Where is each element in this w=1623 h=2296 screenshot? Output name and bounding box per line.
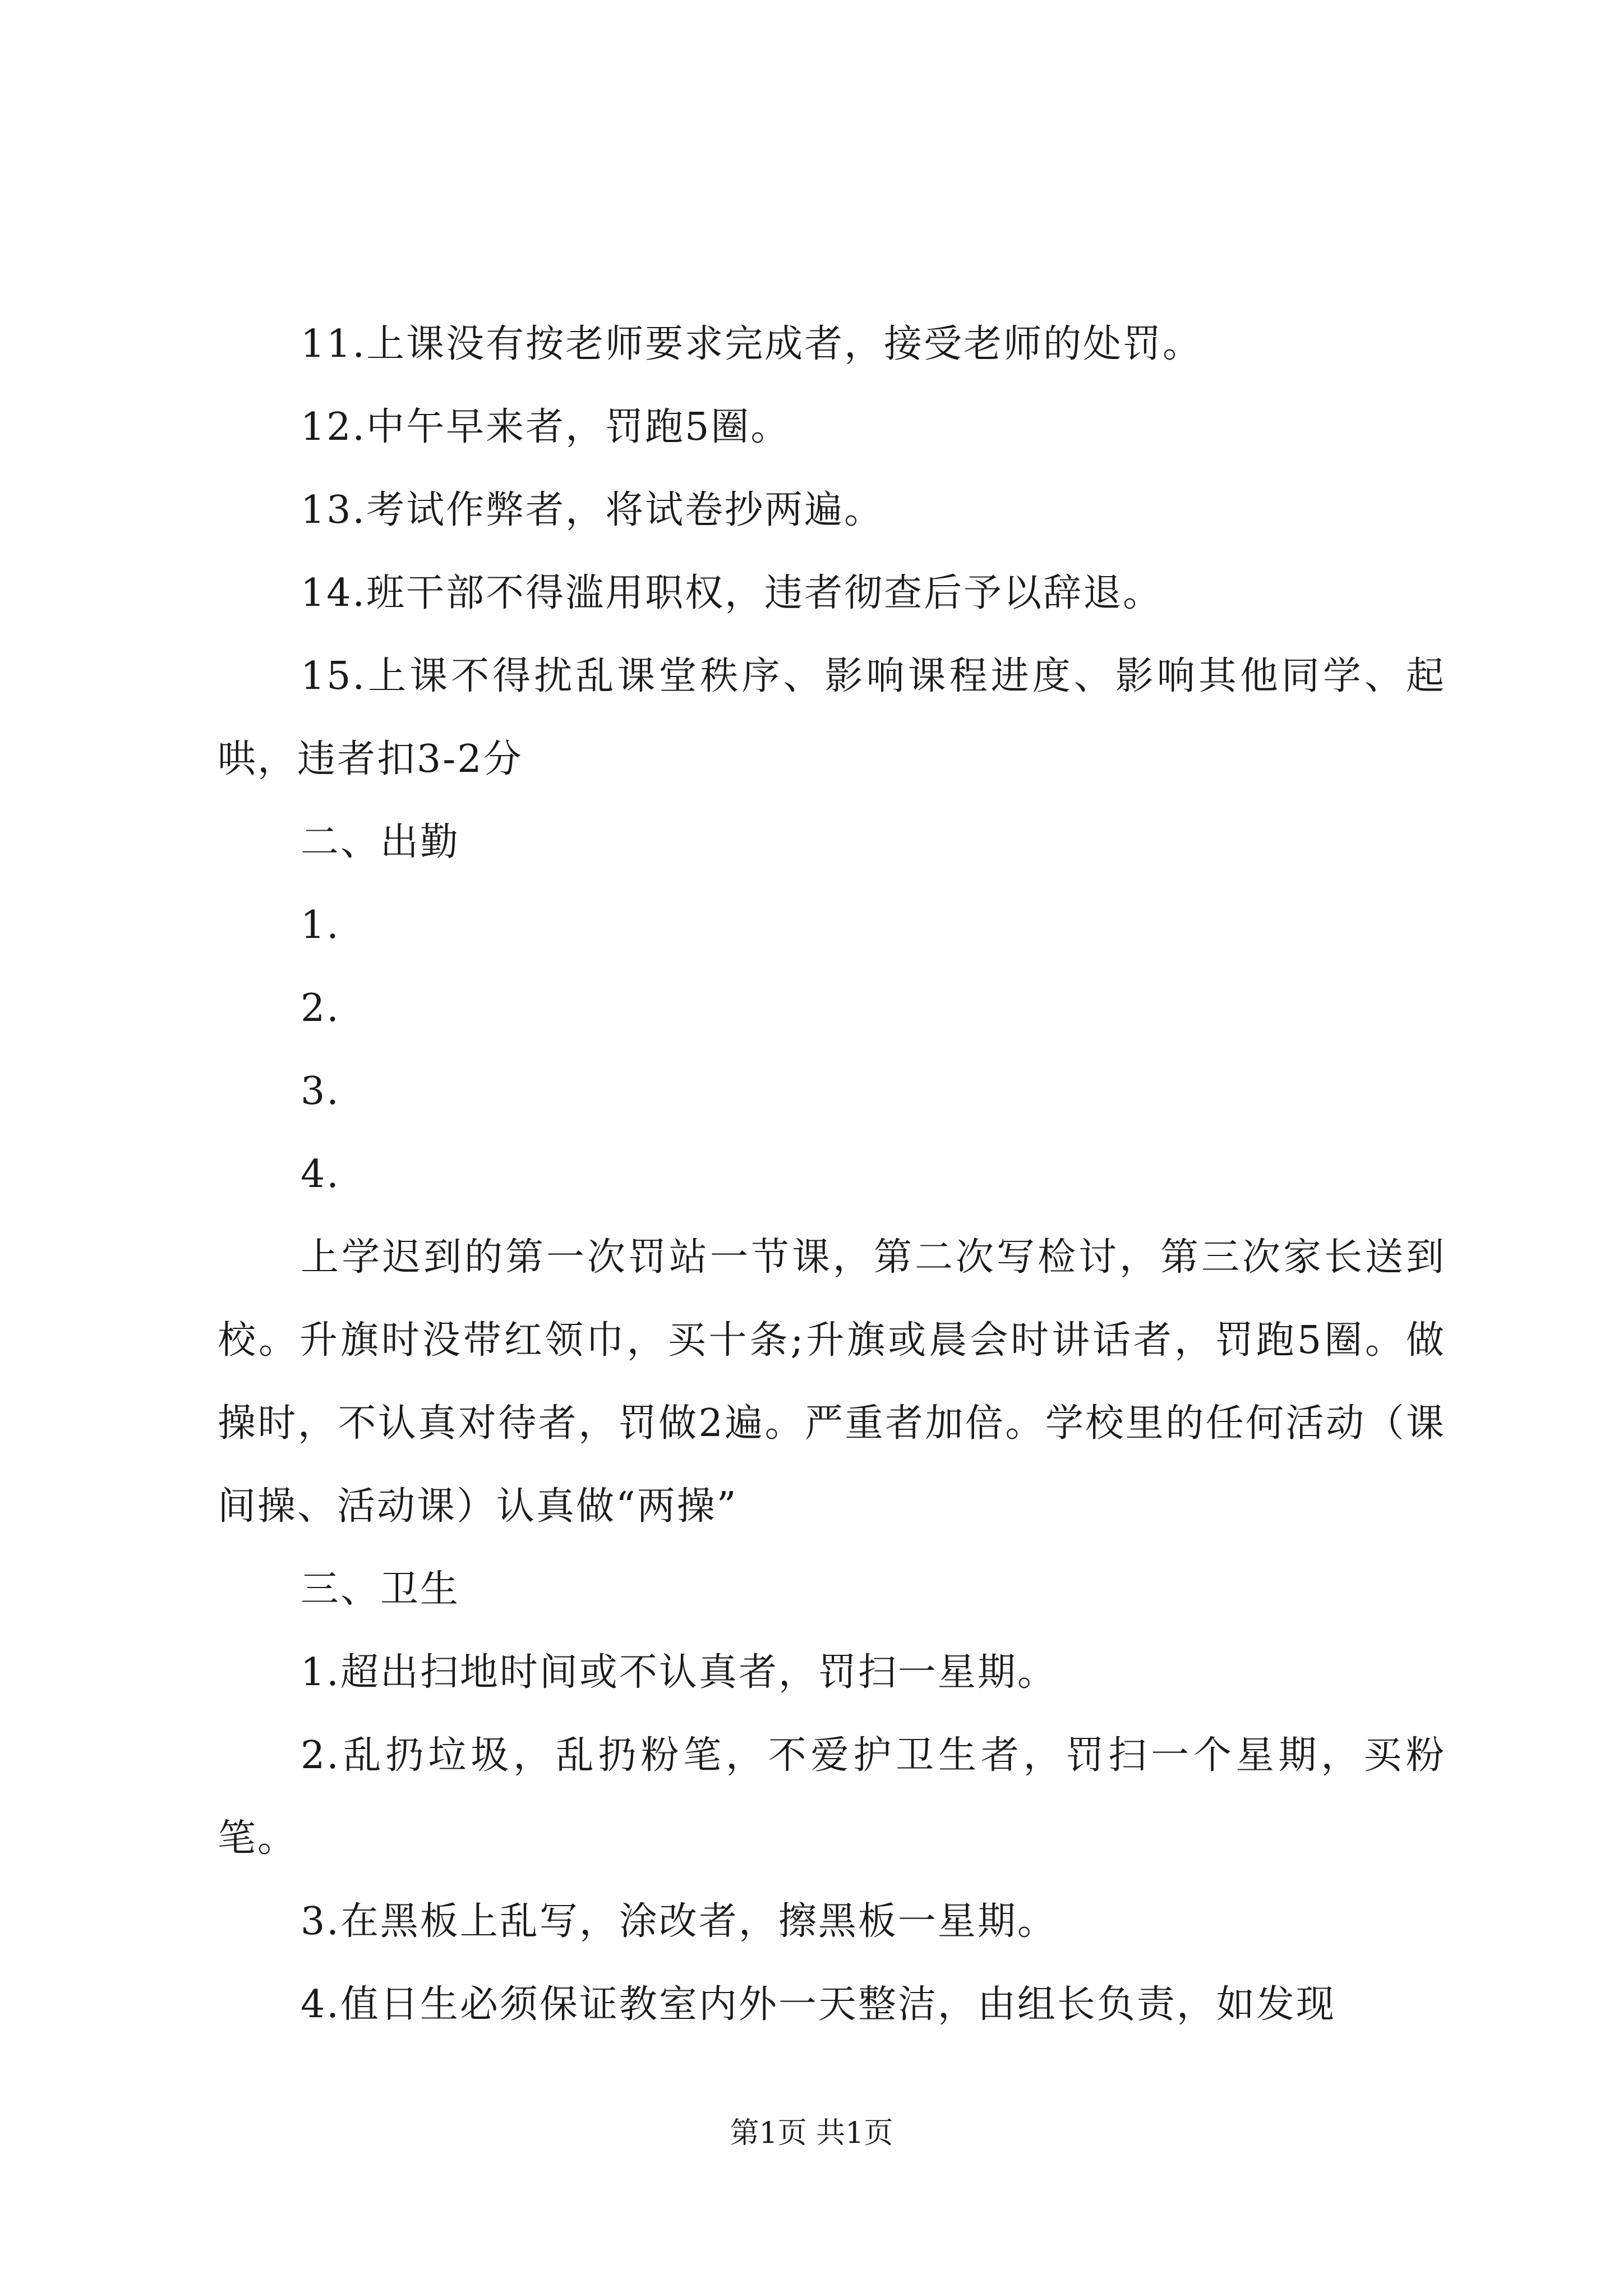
hygiene-item-2: 2.乱扔垃圾，乱扔粉笔，不爱护卫生者，罚扫一个星期，买粉笔。 bbox=[218, 1733, 1446, 1861]
hygiene-item-3: 3.在黑板上乱写，涂改者，擦黑板一星期。 bbox=[301, 1899, 1057, 1944]
section-heading-hygiene: 三、卫生 bbox=[301, 1567, 460, 1612]
rule-14: 14.班干部不得滥用职权，违者彻查后予以辞退。 bbox=[301, 571, 1163, 615]
rule-15: 15.上课不得扰乱课堂秩序、影响课程进度、影响其他同学、起哄，违者扣3-2分 bbox=[218, 654, 1446, 781]
section-heading-attendance: 二、出勤 bbox=[301, 820, 460, 864]
attendance-item-3: 3. bbox=[301, 1069, 340, 1114]
attendance-item-1: 1. bbox=[301, 903, 340, 947]
attendance-item-2: 2. bbox=[301, 986, 340, 1030]
rule-12: 12.中午早来者，罚跑5圈。 bbox=[301, 405, 791, 449]
attendance-item-4: 4. bbox=[301, 1152, 340, 1197]
hygiene-item-1: 1.超出扫地时间或不认真者，罚扫一星期。 bbox=[301, 1650, 1057, 1695]
attendance-rules-paragraph: 上学迟到的第一次罚站一节课，第二次写检讨，第三次家长送到校。升旗时没带红领巾，买十条;升旗或晨会时讲话者，罚跑5圈。做操时，不认真对待者，罚做2遍。严重者加倍。学校里的任何活动（课间操、活动课）认真做“两操” bbox=[218, 1235, 1446, 1529]
rule-13: 13.考试作弊者，将试卷抄两遍。 bbox=[301, 488, 884, 532]
rule-11: 11.上课没有按老师要求完成者，接受老师的处罚。 bbox=[301, 322, 1203, 366]
page-footer: 第1页 共1页 bbox=[730, 2116, 893, 2150]
hygiene-item-4: 4.值日生必须保证教室内外一天整洁，由组长负责，如发现 bbox=[301, 1982, 1336, 2027]
document-body bbox=[218, 303, 1446, 2046]
